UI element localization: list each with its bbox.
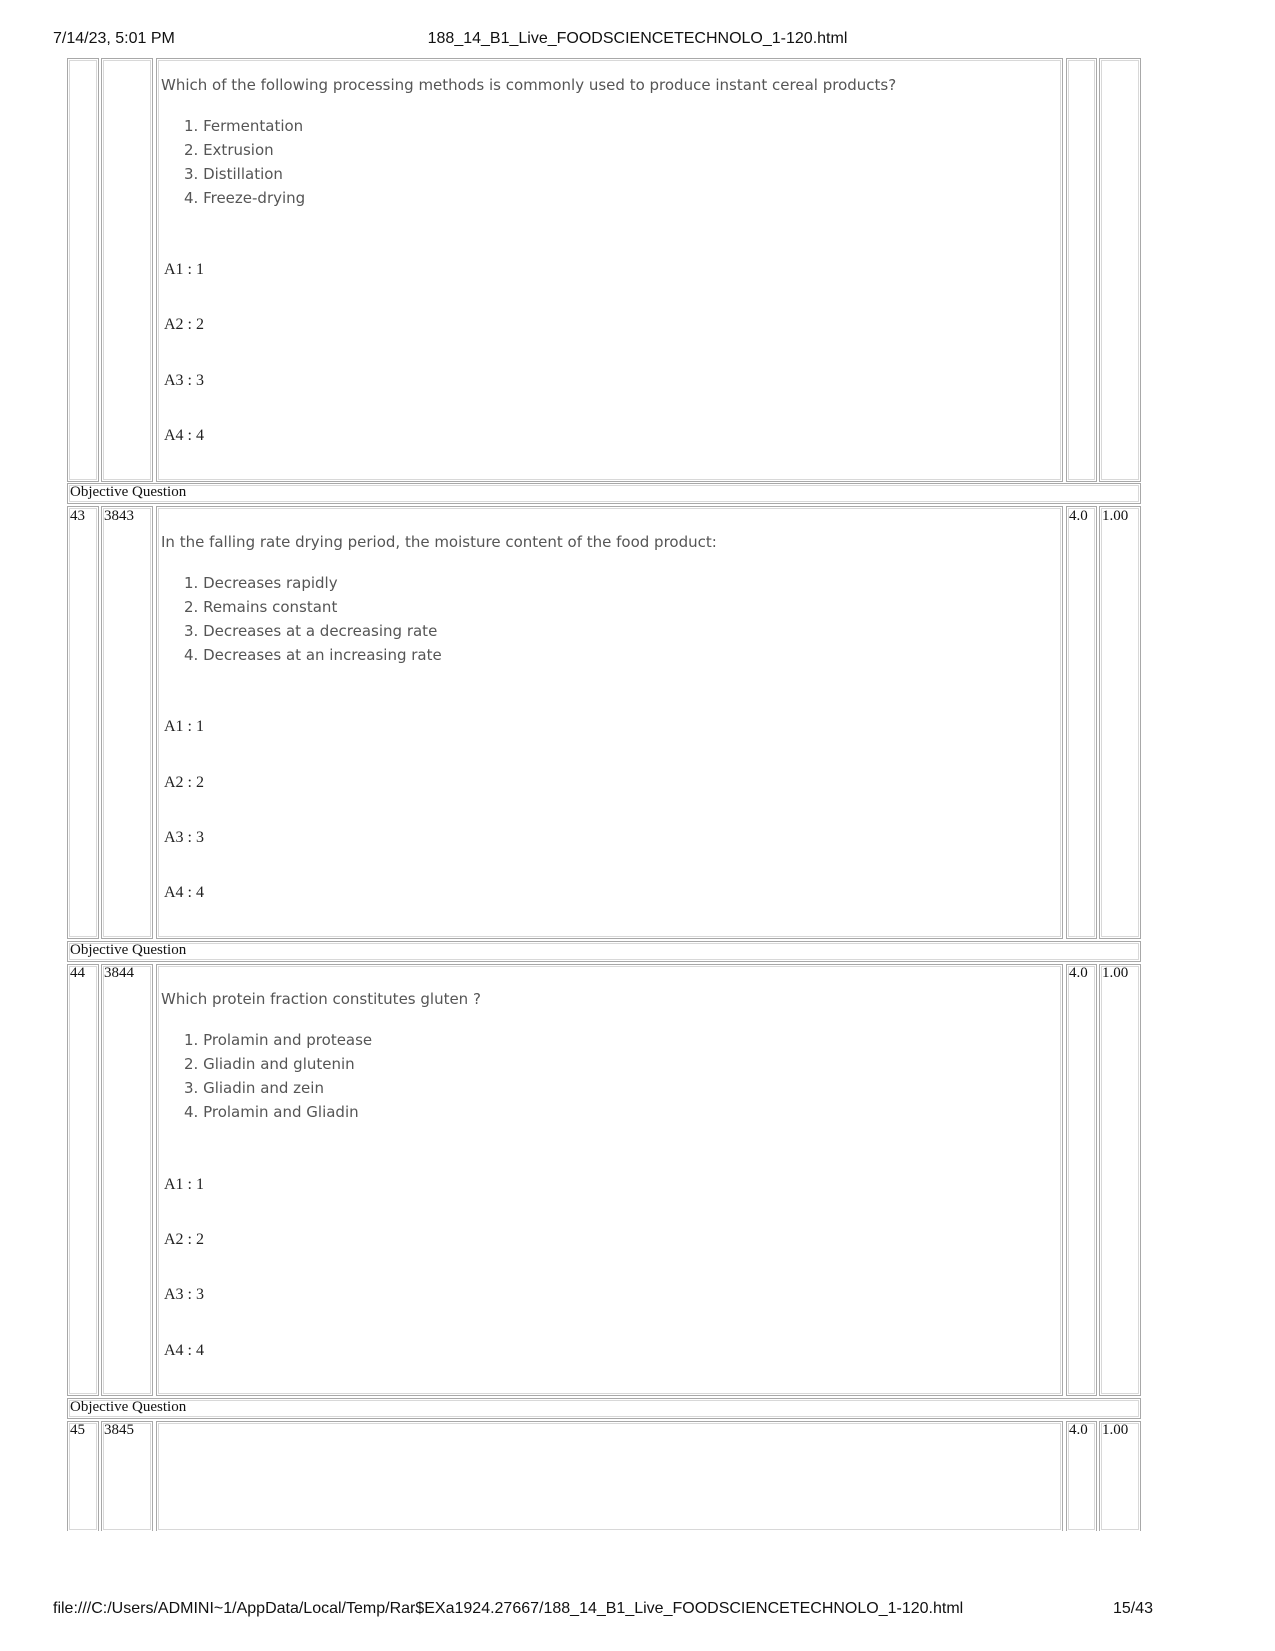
negative-marks-value: 1.00 — [1102, 965, 1129, 981]
question-type-label: Objective Question — [70, 1399, 187, 1415]
serial-number: 43 — [70, 508, 85, 524]
question-cell — [156, 964, 1063, 1396]
answer-key: A2 : 2 — [164, 1231, 204, 1248]
answer-key: A1 : 1 — [164, 1176, 204, 1193]
question-type-row — [67, 941, 1141, 962]
question-id: 3845 — [104, 1422, 134, 1438]
answer-key: A3 : 3 — [164, 829, 204, 846]
question-id: 3843 — [104, 508, 134, 524]
option-item: 1. Decreases rapidly — [184, 574, 338, 592]
answer-key: A3 : 3 — [164, 1286, 204, 1303]
option-item: 4. Prolamin and Gliadin — [184, 1103, 359, 1121]
question-cell — [156, 506, 1063, 939]
option-item: 1. Prolamin and protease — [184, 1031, 373, 1049]
option-item: 3. Distillation — [184, 165, 283, 183]
negative-marks-value: 1.00 — [1102, 508, 1129, 524]
option-item: 2. Gliadin and glutenin — [184, 1055, 355, 1073]
print-datetime: 7/14/23, 5:01 PM — [53, 30, 175, 47]
sno-cell — [67, 506, 99, 939]
option-item: 2. Remains constant — [184, 598, 338, 616]
page-title: 188_14_B1_Live_FOODSCIENCETECHNOLO_1-120.html — [427, 30, 848, 47]
question-text: Which of the following processing methods is commonly used to produce instant cereal products? — [161, 76, 897, 94]
sno-cell — [67, 58, 99, 482]
qid-cell — [101, 506, 153, 939]
answer-key: A1 : 1 — [164, 261, 204, 278]
answer-key: A2 : 2 — [164, 316, 204, 333]
answer-key: A4 : 4 — [164, 884, 204, 901]
negative-marks-cell — [1099, 58, 1141, 482]
option-item: 1. Fermentation — [184, 117, 304, 135]
option-item: 4. Freeze-drying — [184, 189, 306, 207]
answer-key: A4 : 4 — [164, 1342, 204, 1359]
negative-marks-cell — [1099, 506, 1141, 939]
option-item: 3. Gliadin and zein — [184, 1079, 324, 1097]
marks-value: 4.0 — [1069, 1422, 1088, 1438]
marks-cell — [1066, 506, 1097, 939]
marks-value: 4.0 — [1069, 508, 1088, 524]
marks-cell — [1066, 58, 1097, 482]
page-number: 15/43 — [1112, 1600, 1153, 1617]
question-text: In the falling rate drying period, the moisture content of the food product: — [161, 533, 717, 551]
sno-cell — [67, 964, 99, 1396]
question-cell — [156, 1421, 1063, 1531]
qid-cell — [101, 58, 153, 482]
answer-key: A2 : 2 — [164, 774, 204, 791]
question-id: 3844 — [104, 965, 134, 981]
qid-cell — [101, 964, 153, 1396]
negative-marks-value: 1.00 — [1102, 1422, 1129, 1438]
question-text: Which protein fraction constitutes gluten ? — [161, 990, 481, 1008]
answer-key: A4 : 4 — [164, 427, 204, 444]
marks-value: 4.0 — [1069, 965, 1088, 981]
question-type-label: Objective Question — [70, 484, 187, 500]
question-type-label: Objective Question — [70, 942, 187, 958]
negative-marks-cell — [1099, 964, 1141, 1396]
serial-number: 44 — [70, 965, 85, 981]
serial-number: 45 — [70, 1422, 85, 1438]
file-path: file:///C:/Users/ADMINI~1/AppData/Local/Temp/Rar$EXa1924.27667/188_14_B1_Live_FOODSCIENCETECHNOLO_1-120.html — [53, 1600, 964, 1617]
option-item: 3. Decreases at a decreasing rate — [184, 622, 438, 640]
option-item: 2. Extrusion — [184, 141, 274, 159]
answer-key: A1 : 1 — [164, 718, 204, 735]
question-type-row — [67, 1398, 1141, 1419]
question-type-row — [67, 483, 1141, 504]
answer-key: A3 : 3 — [164, 372, 204, 389]
marks-cell — [1066, 964, 1097, 1396]
option-item: 4. Decreases at an increasing rate — [184, 646, 442, 664]
